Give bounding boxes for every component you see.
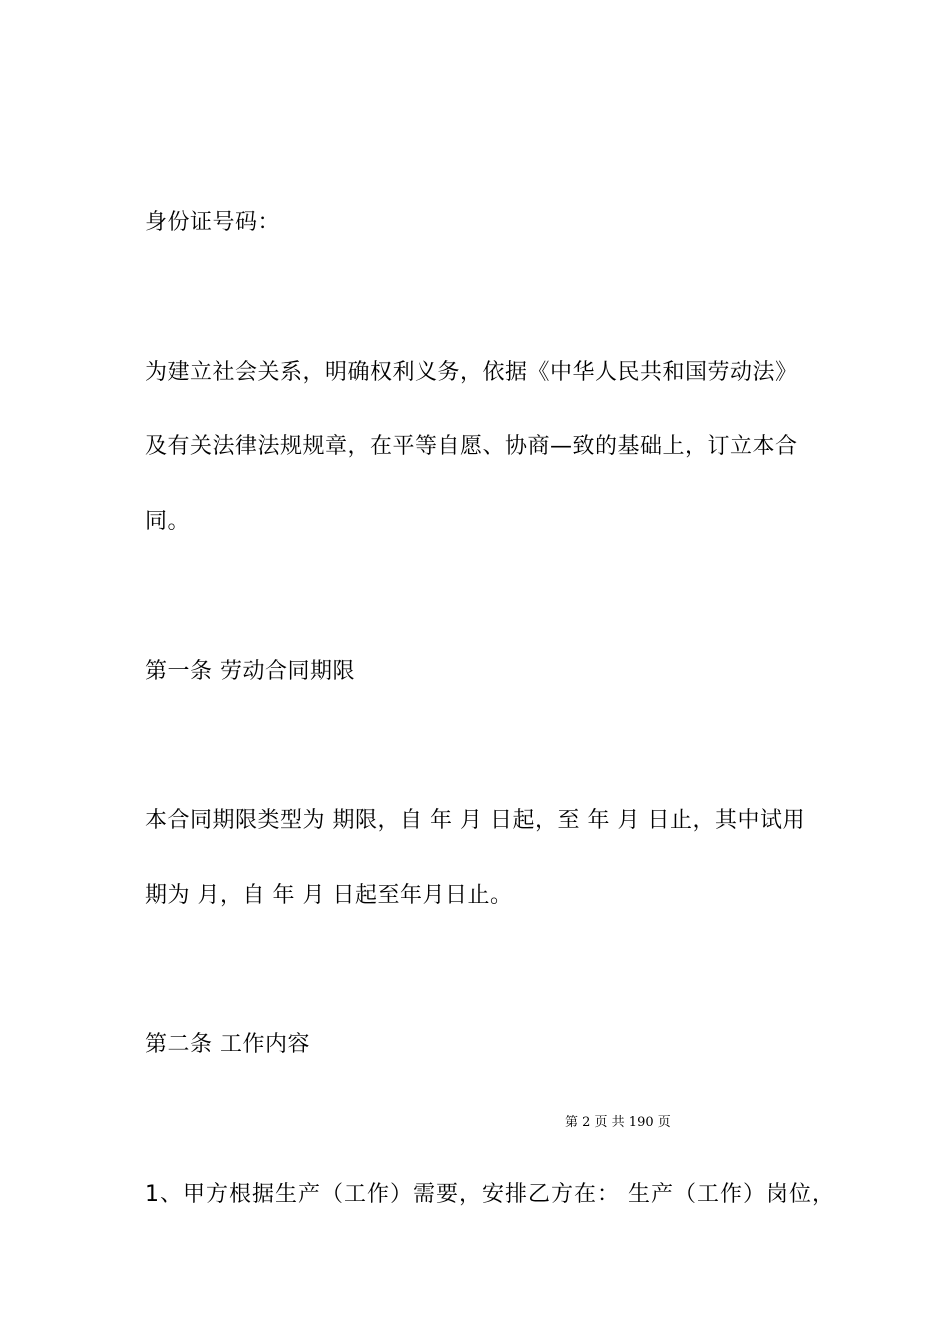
article-1-line-2: 期为 月，自 年 月 日起至年月日止。 [145, 883, 513, 908]
preamble-line-2: 及有关法律法规规章，在平等自愿、协商—致的基础上，订立本合 [145, 434, 798, 459]
preamble-line-1: 为建立社会关系，明确权利义务，依据《中华人民共和国劳动法》 [145, 360, 798, 385]
article-2-item-1: 1、甲方根据生产（工作）需要，安排乙方在： 生产（工作）岗位， [145, 1182, 835, 1207]
page-number: 第 2 页 共 190 页 [565, 1115, 671, 1130]
article-1-line-1: 本合同期限类型为 期限，自 年 月 日起，至 年 月 日止，其中试用 [145, 808, 805, 833]
article-2-heading: 第二条 工作内容 [145, 1032, 310, 1057]
article-1-heading: 第一条 劳动合同期限 [145, 659, 355, 684]
preamble-line-3: 同。 [145, 509, 191, 534]
id-number-label: 身份证号码： [145, 210, 281, 235]
